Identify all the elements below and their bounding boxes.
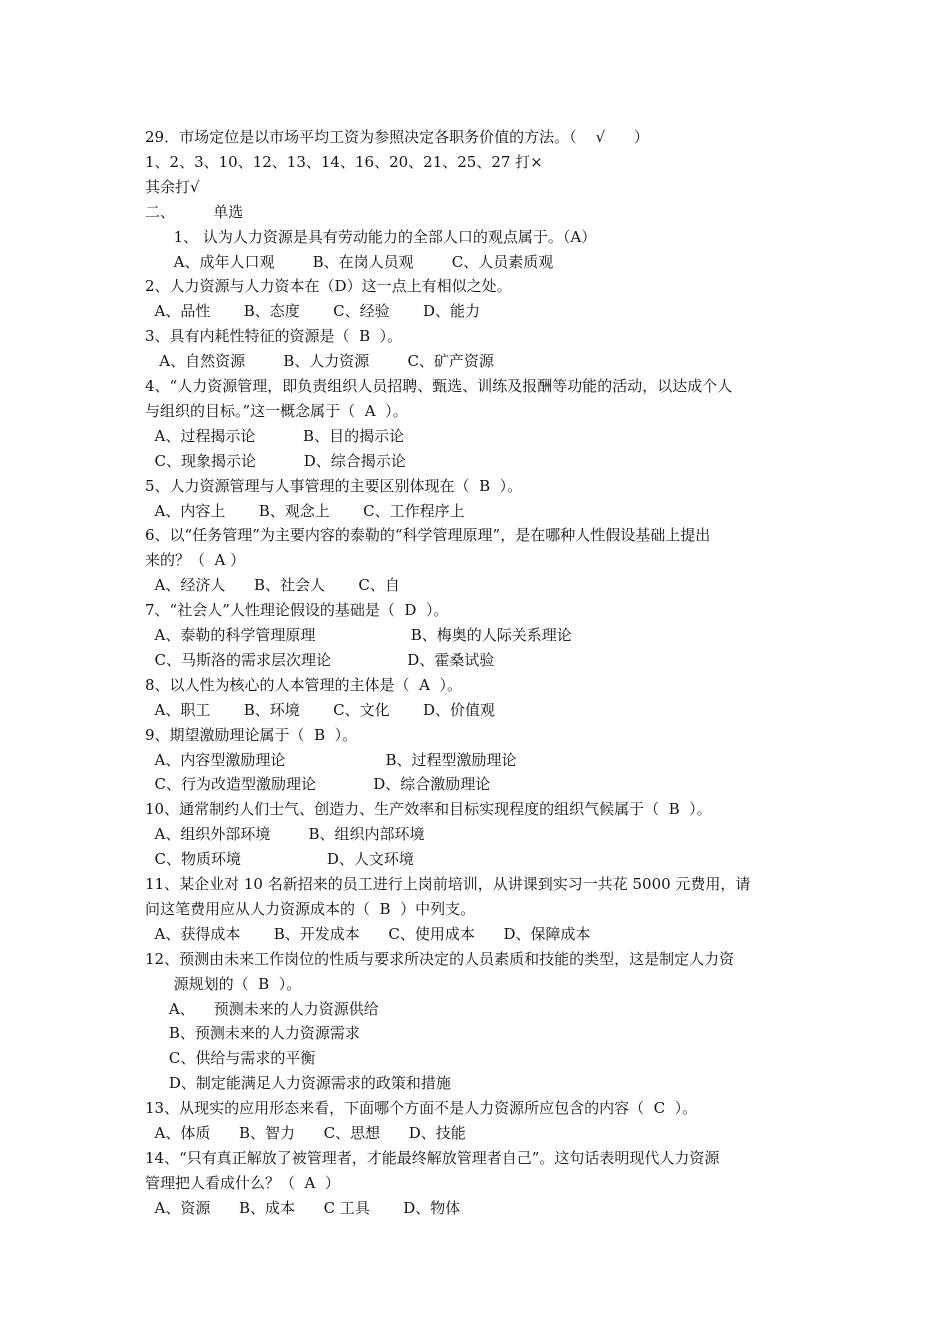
text-line: 问这笔费用应从人力资源成本的（ B ）中列支。 xyxy=(145,899,476,918)
text-line: A、经济人 B、社会人 C、自 xyxy=(145,576,400,595)
text-line: B、预测未来的人力资源需求 xyxy=(145,1024,360,1043)
text-line: 8、以人性为核心的人本管理的主体是（ A ）。 xyxy=(145,675,462,694)
text-line: A、组织外部环境 B、组织内部环境 xyxy=(145,825,425,844)
text-line: C、马斯洛的需求层次理论 D、霍桑试验 xyxy=(145,650,495,669)
text-line: A、泰勒的科学管理原理 B、梅奥的人际关系理论 xyxy=(145,626,572,644)
text-line: C、供给与需求的平衡 xyxy=(145,1049,316,1068)
text-line: 12、预测由未来工作岗位的性质与要求所决定的人员素质和技能的类型，这是制定人力资 xyxy=(145,949,735,968)
text-line: A、内容上 B、观念上 C、工作程序上 xyxy=(145,501,465,520)
text-line: A、自然资源 B、人力资源 C、矿产资源 xyxy=(145,352,494,371)
text-line: A、获得成本 B、开发成本 C、使用成本 D、保障成本 xyxy=(145,924,591,943)
text-line: A、资源 B、成本 C 工具 D、物体 xyxy=(145,1198,461,1217)
text-line: 29．市场定位是以市场平均工资为参照决定各职务价值的方法。（ √ ） xyxy=(145,128,649,146)
text-line: A、品性 B、态度 C、经验 D、能力 xyxy=(145,302,481,321)
text-line: 与组织的目标。”这一概念属于（ A ）。 xyxy=(145,401,408,420)
text-line: 1、2、3、10、12、13、14、16、20、21、25、27 打× xyxy=(145,152,543,171)
text-line: 7、“社会人”人性理论假设的基础是（ D ）。 xyxy=(145,601,449,620)
text-line: A、过程揭示论 B、目的揭示论 xyxy=(145,426,405,445)
text-line: 5、人力资源管理与人事管理的主要区别体现在（ B ）。 xyxy=(145,476,523,495)
text-line: A、职工 B、环境 C、文化 D、价值观 xyxy=(145,700,496,719)
text-line: A、 预测未来的人力资源供给 xyxy=(145,999,379,1018)
text-line: D、制定能满足人力资源需求的政策和措施 xyxy=(145,1074,451,1093)
text-line: 4、“人力资源管理，即负责组织人员招聘、甄选、训练及报酬等功能的活动，以达成个人 xyxy=(145,377,733,395)
text-line: C、行为改造型激励理论 D、综合激励理论 xyxy=(145,775,491,794)
text-line: 13、从现实的应用形态来看，下面哪个方面不是人力资源所应包含的内容（ C ）。 xyxy=(145,1099,698,1118)
text-line: A、成年人口观 B、在岗人员观 C、人员素质观 xyxy=(145,252,554,271)
text-line: A、内容型激励理论 B、过程型激励理论 xyxy=(145,750,517,769)
text-line: 14、“只有真正解放了被管理者，才能最终解放管理者自己”。这句话表明现代人力资源 xyxy=(145,1148,720,1167)
text-line: 其余打√ xyxy=(145,177,200,196)
text-line: 来的？（ A ） xyxy=(145,551,246,570)
text-line: 二、 单选 xyxy=(145,202,244,221)
text-line: 管理把人看成什么？（ A ） xyxy=(145,1173,340,1192)
text-line: C、现象揭示论 D、综合揭示论 xyxy=(145,451,406,470)
text-line: 6、以“任务管理”为主要内容的泰勒的“科学管理原理”，是在哪种人性假设基础上提出 xyxy=(145,526,711,545)
text-line: A、体质 B、智力 C、思想 D、技能 xyxy=(145,1124,466,1142)
text-line: 源规划的（ B ）。 xyxy=(145,974,302,993)
text-line: 3、具有内耗性特征的资源是（ B ）。 xyxy=(145,327,403,346)
text-line: 1、 认为人力资源是具有劳动能力的全部人口的观点属于。（A） xyxy=(145,227,597,246)
text-line: 11、某企业对 10 名新招来的员工进行上岗前培训，从讲课到实习一共花 5000 元费用，请 xyxy=(145,875,751,893)
text-line: 9、期望激励理论属于（ B ）。 xyxy=(145,725,358,744)
text-line: 2、人力资源与人力资本在（D）这一点上有相似之处。 xyxy=(145,277,512,296)
text-line: C、物质环境 D、人文环境 xyxy=(145,850,414,869)
text-line: 10、通常制约人们士气、创造力、生产效率和目标实现程度的组织气候属于（ B ）。 xyxy=(145,800,712,819)
